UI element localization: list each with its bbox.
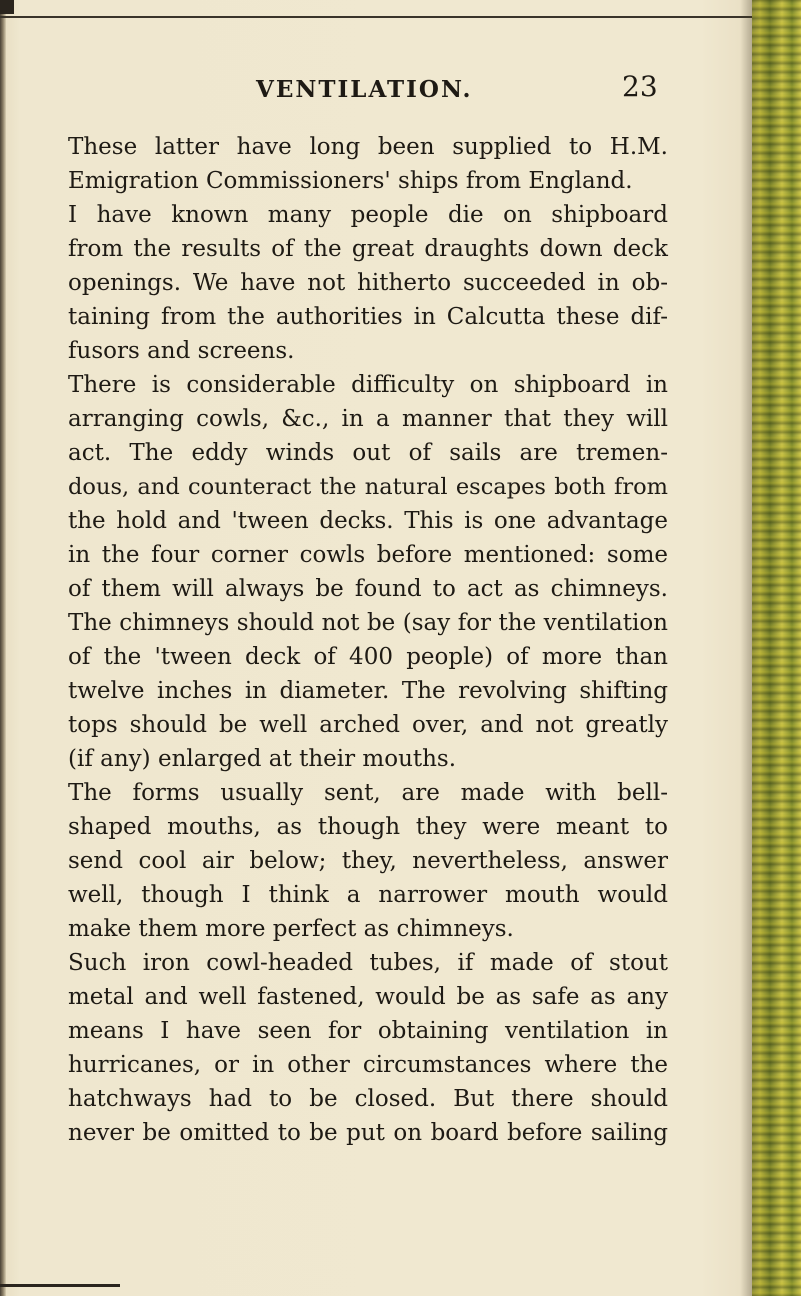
text-line: act. The eddy winds out of sails are tremen- (68, 440, 668, 466)
text-line: never be omitted to be put on board before sailing (68, 1120, 668, 1146)
text-line: I have known many people die on shipboard (68, 202, 668, 228)
text-line: fusors and screens. (68, 338, 295, 364)
text-line: The chimneys should not be (say for the ventilation (68, 610, 668, 636)
running-head: VENTILATION. (256, 76, 473, 103)
text-line: (if any) enlarged at their mouths. (68, 746, 457, 772)
text-line: means I have seen for obtaining ventilation in (68, 1018, 668, 1044)
text-line: the hold and 'tween decks. This is one advantage (68, 508, 668, 534)
text-line: arranging cowls, &c., in a manner that they will (68, 406, 668, 432)
book-spine-edge (752, 0, 801, 1296)
text-line: hatchways had to be closed. But there should (68, 1086, 668, 1112)
body-text (68, 130, 668, 1150)
text-line: in the four corner cowls before mentioned: some (68, 542, 668, 568)
text-line: shaped mouths, as though they were meant to (68, 814, 668, 840)
text-line: taining from the authorities in Calcutta these dif- (68, 304, 668, 330)
text-line: These latter have long been supplied to H.M. (68, 134, 668, 160)
scan-corner-mark (0, 0, 14, 14)
text-line: metal and well fastened, would be as safe as any (68, 984, 668, 1010)
page-left-edge (0, 0, 6, 1296)
text-line: dous, and counteract the natural escapes both from (68, 474, 668, 500)
text-line: send cool air below; they, nevertheless, answer (68, 848, 668, 874)
text-line: Such iron cowl-headed tubes, if made of stout (68, 950, 668, 976)
text-line: Emigration Commissioners' ships from England. (68, 168, 633, 194)
text-line: make them more perfect as chimneys. (68, 916, 514, 942)
text-line: The forms usually sent, are made with bell- (68, 780, 668, 806)
top-rule (0, 16, 760, 18)
text-line: openings. We have not hitherto succeeded in ob- (68, 270, 668, 296)
text-line: twelve inches in diameter. The revolving shifting (68, 678, 668, 704)
page-number: 23 (622, 70, 658, 103)
text-line: of the 'tween deck of 400 people) of more than (68, 644, 668, 670)
text-line: of them will always be found to act as chimneys. (68, 576, 668, 602)
bottom-rule (0, 1284, 120, 1287)
text-line: from the results of the great draughts down deck (68, 236, 668, 262)
text-line: hurricanes, or in other circumstances where the (68, 1052, 668, 1078)
text-line: tops should be well arched over, and not greatly (68, 712, 668, 738)
text-line: There is considerable difficulty on shipboard in (68, 372, 668, 398)
text-line: well, though I think a narrower mouth would (68, 882, 668, 908)
